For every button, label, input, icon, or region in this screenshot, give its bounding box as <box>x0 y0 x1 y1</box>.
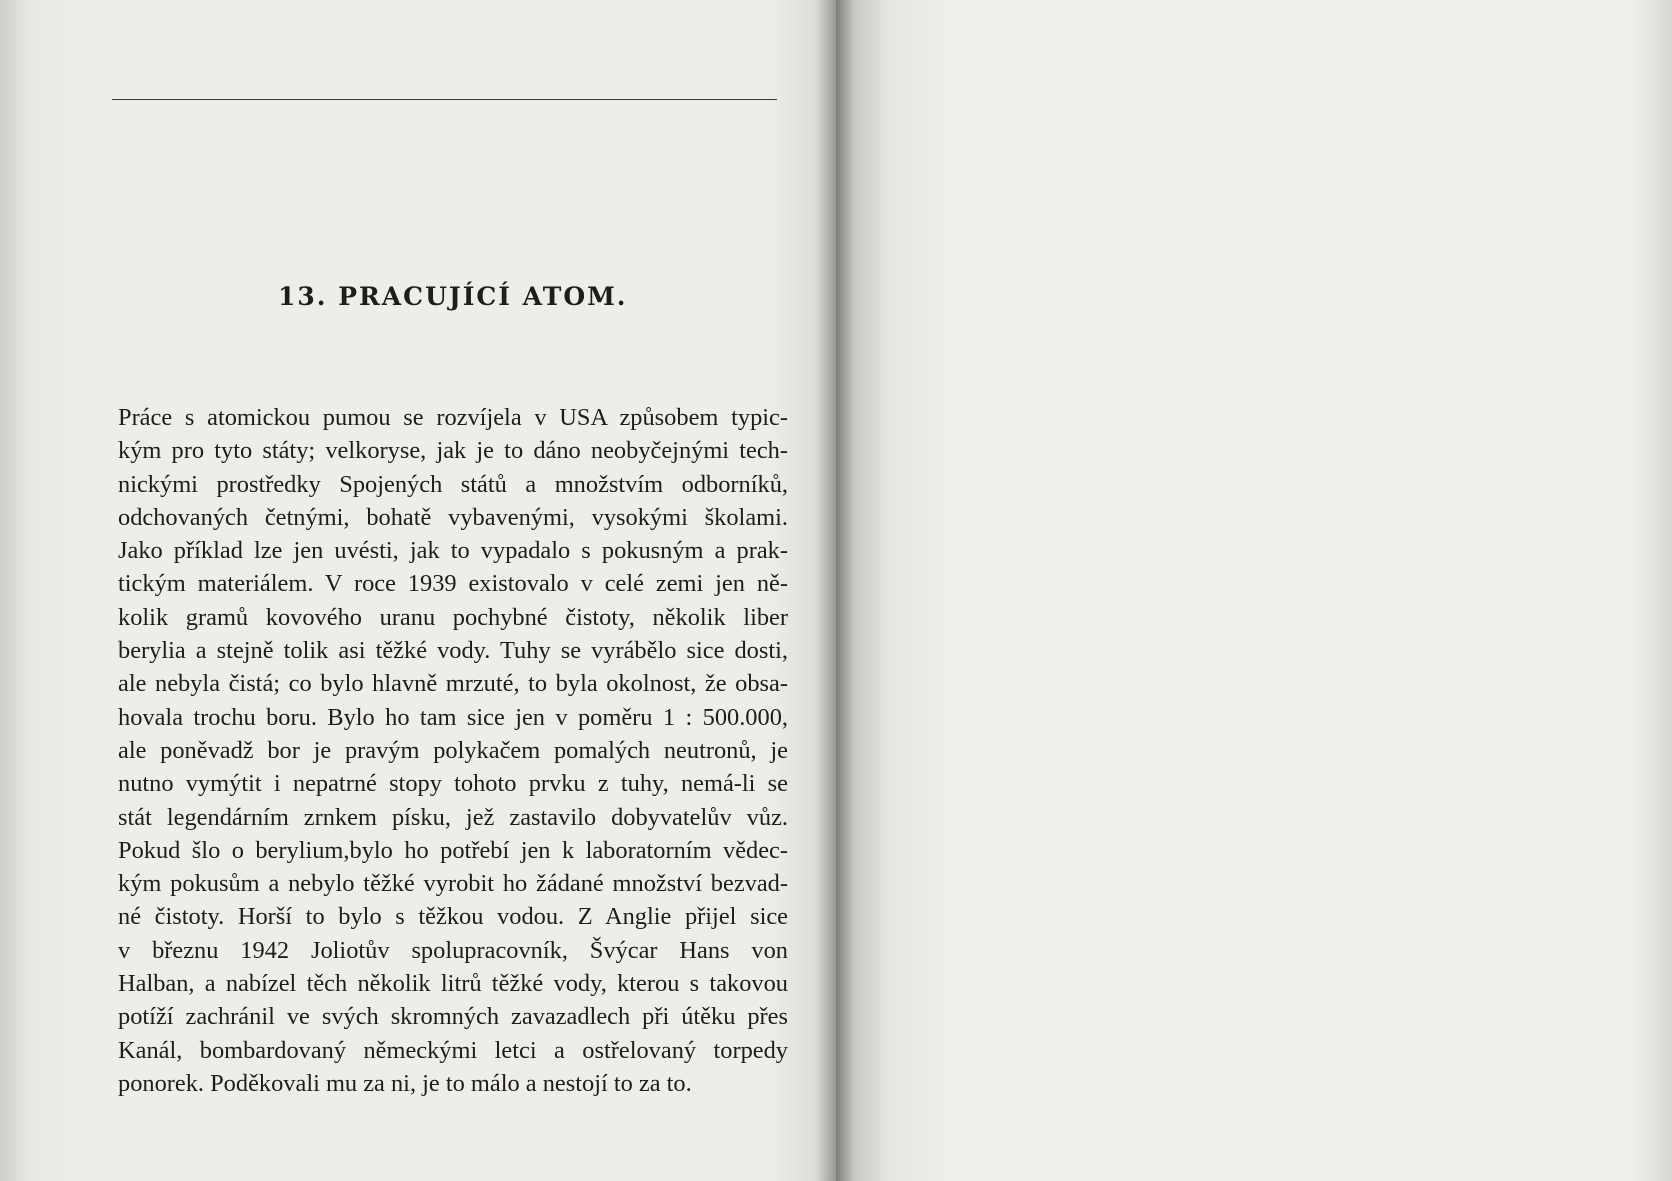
text-line: Práce s atomickou pumou se rozvíjela v USA způsobem typic- <box>118 404 788 431</box>
text-line: tickým materiálem. V roce 1939 existovalo v celé zemi jen ně- <box>118 570 788 598</box>
right-page <box>836 0 1672 1181</box>
text-line: Kanál, bombardovaný německými letci a ostřelovaný torpedy <box>118 1036 788 1064</box>
text-line: ale nebyla čistá; co bylo hlavně mrzuté, to byla okolnost, že obsa- <box>118 670 788 698</box>
text-line: kým pro tyto státy; velkoryse, jak je to dáno neobyčejnými tech- <box>118 437 788 465</box>
top-rule <box>112 99 777 100</box>
text-line: Halban, a nabízel těch několik litrů těžké vody, kterou s takovou <box>118 970 788 998</box>
text-line: ale poněvadž bor je pravým polykačem pomalých neutronů, je <box>118 736 788 764</box>
text-line: ponorek. Poděkovali mu za ni, je to málo a nestojí to za to. <box>118 1069 692 1097</box>
text-line: né čistoty. Horší to bylo s těžkou vodou. Z Anglie přijel sice <box>118 903 788 931</box>
text-line: nutno vymýtit i nepatrné stopy tohoto prvku z tuhy, nemá-li se <box>118 770 788 798</box>
text-line: kolik gramů kovového uranu pochybné čistoty, několik liber <box>118 603 788 631</box>
text-line: potíží zachránil ve svých skromných zavazadlech při útěku přes <box>118 1003 788 1031</box>
text-line: Pokud šlo o berylium,bylo ho potřebí jen k laboratorním vědec- <box>118 836 788 864</box>
text-line: nickými prostředky Spojených států a množstvím odborníků, <box>118 470 788 498</box>
text-line: hovala trochu boru. Bylo ho tam sice jen v poměru 1 : 500.000, <box>118 703 788 731</box>
text-line: odchovaných četnými, bohatě vybavenými, vysokými školami. <box>118 503 788 531</box>
text-line: kým pokusům a nebylo těžké vyrobit ho žádané množství bezvad- <box>118 870 788 898</box>
text-line: berylia a stejně tolik asi těžké vody. Tuhy se vyrábělo sice dosti, <box>118 637 788 665</box>
chapter-title: 13. PRACUJÍCÍ ATOM. <box>278 282 628 311</box>
left-paragraph <box>118 401 788 1100</box>
text-line: stát legendárním zrnkem písku, jež zastavilo dobyvatelův vůz. <box>118 803 788 831</box>
text-line: v březnu 1942 Joliotův spolupracovník, Švýcar Hans von <box>118 936 788 964</box>
text-line: Jako příklad lze jen uvésti, jak to vypadalo s pokusným a prak- <box>118 537 788 565</box>
